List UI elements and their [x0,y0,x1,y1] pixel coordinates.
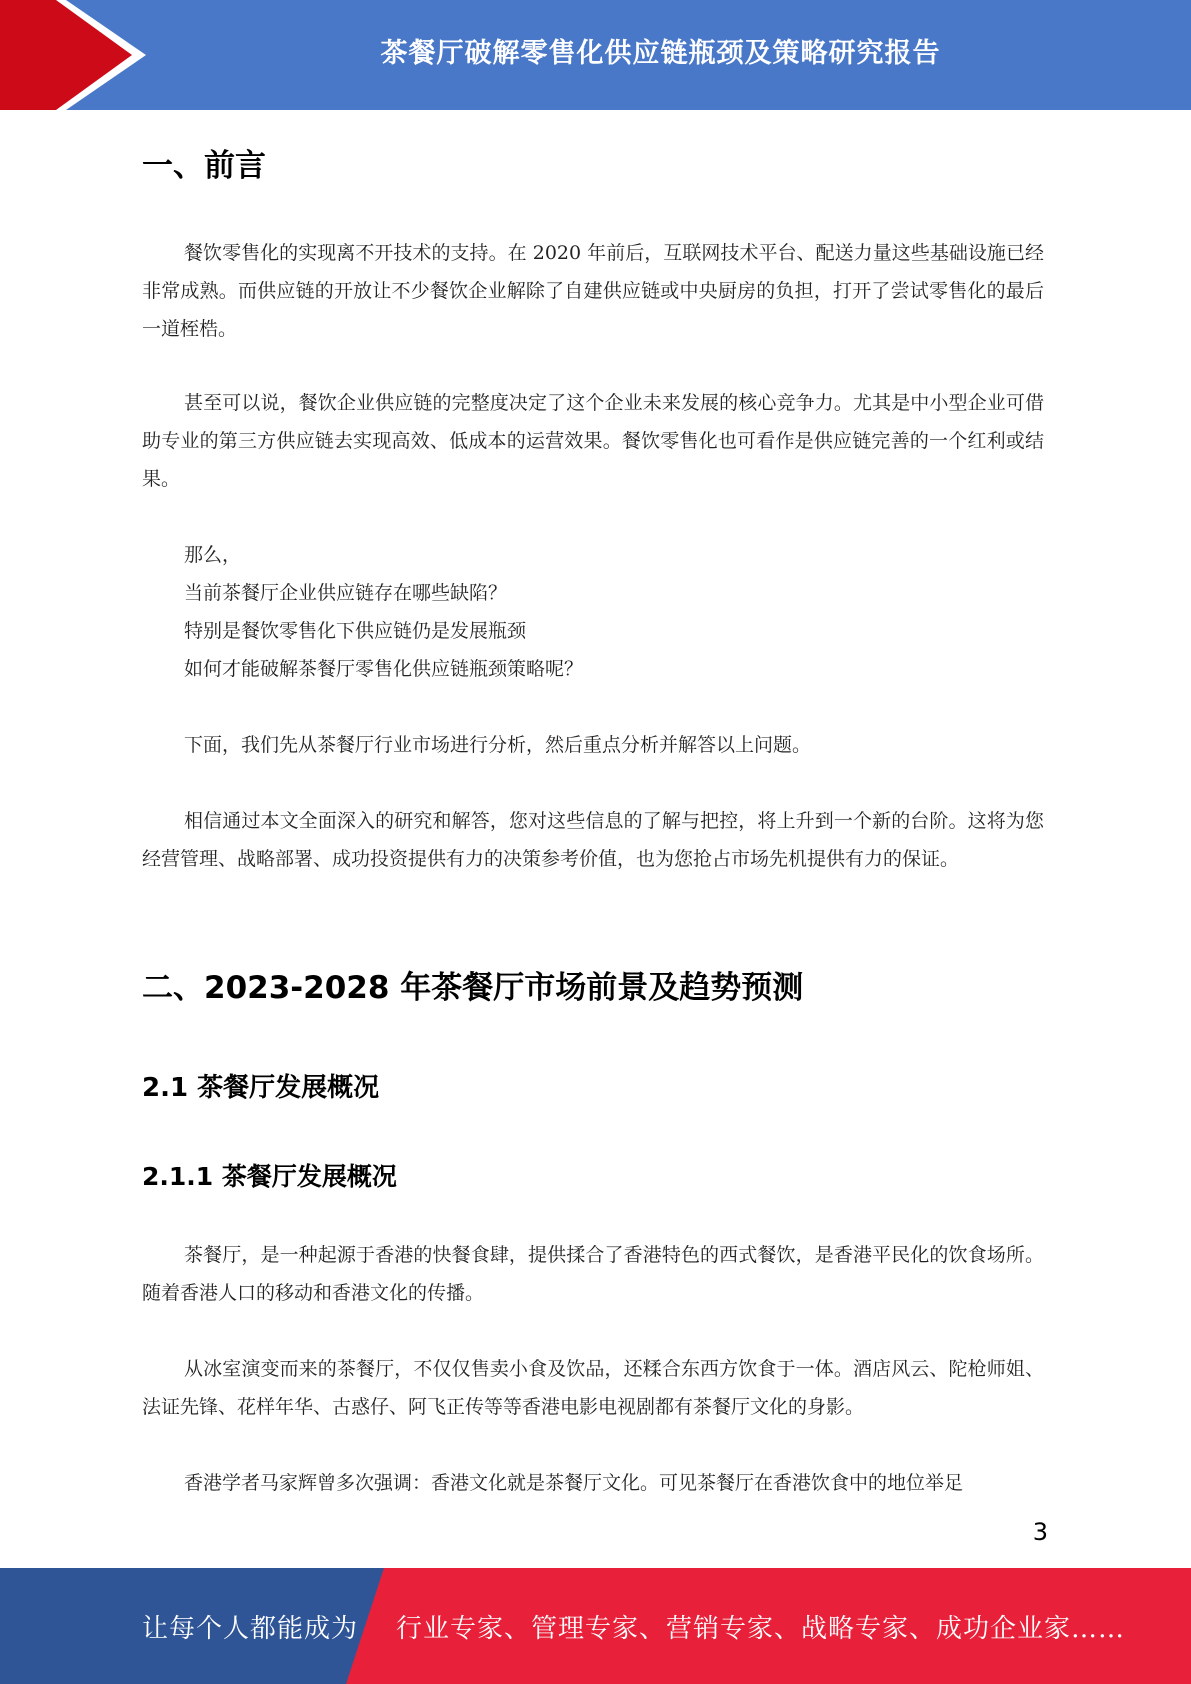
intro-paragraph-3: 下面，我们先从茶餐厅行业市场进行分析，然后重点分析并解答以上问题。 [184,734,812,756]
section-heading-market: 二、2023-2028 年茶餐厅市场前景及趋势预测 [142,970,804,1006]
footer-slogan-right: 行业专家、管理专家、营销专家、战略专家、成功企业家…… [396,1613,1126,1644]
header-banner [0,0,1191,110]
intro-paragraph-4: 相信通过本文全面深入的研究和解答，您对这些信息的了解与把控，将上升到一个新的台阶。这将为您经营管理、战略部署、成功投资提供有力的决策参考价值，也为您抢占市场先机提供有力的保证。 [142,810,1044,870]
page-number: 3 [1032,1518,1048,1546]
report-title: 茶餐厅破解零售化供应链瓶颈及策略研究报告 [380,37,941,69]
question-line: 特别是餐饮零售化下供应链仍是发展瓶颈 [184,620,527,642]
footer-banner [0,1568,1191,1684]
question-line: 当前茶餐厅企业供应链存在哪些缺陷？ [184,582,508,604]
question-line: 如何才能破解茶餐厅零售化供应链瓶颈策略呢？ [184,658,584,680]
body-paragraph-2: 从冰室演变而来的茶餐厅，不仅仅售卖小食及饮品，还糅合东西方饮食于一体。酒店风云、陀枪师姐、法证先锋、花样年华、古惑仔、阿飞正传等等香港电影电视剧都有茶餐厅文化的身影。 [142,1358,1044,1418]
section-heading-intro: 一、前言 [142,148,266,184]
body-paragraph-1: 茶餐厅，是一种起源于香港的快餐食肆，提供揉合了香港特色的西式餐饮，是香港平民化的饮食场所。随着香港人口的移动和香港文化的传播。 [142,1244,1044,1304]
intro-paragraph-1: 餐饮零售化的实现离不开技术的支持。在 2020 年前后，互联网技术平台、配送力量这些基础设施已经非常成熟。而供应链的开放让不少餐饮企业解除了自建供应链或中央厨房的负担，打开了尝试零售化的最后一道桎梏。 [142,242,1044,340]
subsection-heading: 2.1 茶餐厅发展概况 [142,1073,380,1103]
question-line: 那么， [184,544,242,566]
body-paragraph-3: 香港学者马家辉曾多次强调：香港文化就是茶餐厅文化。可见茶餐厅在香港饮食中的地位举足 [184,1472,964,1494]
subsubsection-heading: 2.1.1 茶餐厅发展概况 [142,1162,397,1191]
intro-paragraph-2: 甚至可以说，餐饮企业供应链的完整度决定了这个企业未来发展的核心竞争力。尤其是中小型企业可借助专业的第三方供应链去实现高效、低成本的运营效果。餐饮零售化也可看作是供应链完善的一个红利或结果。 [142,392,1044,490]
footer-slogan-left: 让每个人都能成为 [142,1613,359,1644]
